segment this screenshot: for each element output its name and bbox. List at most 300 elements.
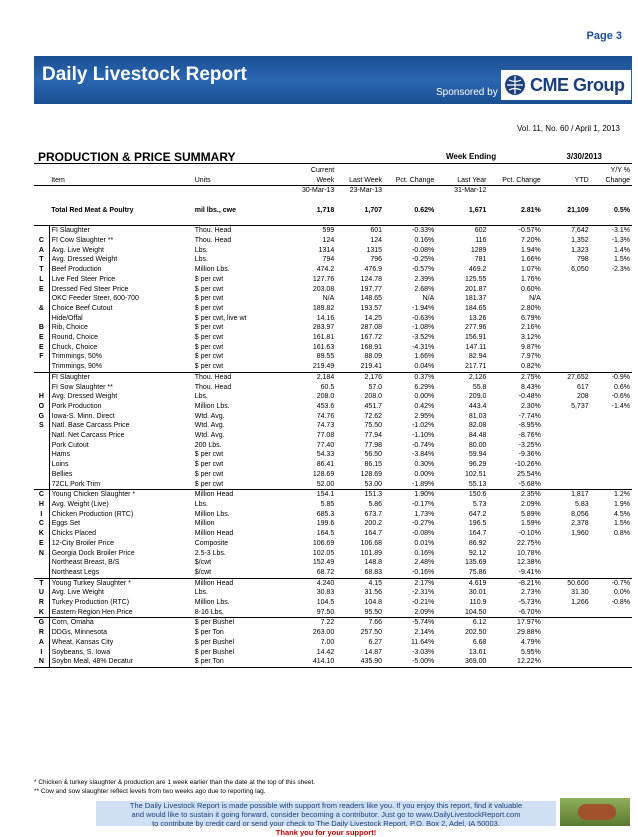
cell-cw: 208.0 <box>316 393 335 401</box>
table-row <box>34 510 632 520</box>
cell-pc: 2.68% <box>414 285 435 293</box>
cell-pc2: -3.25% <box>518 441 541 449</box>
cell-lw: 14.25 <box>364 314 383 322</box>
cell-lw: 193.57 <box>360 304 383 312</box>
cell-units: $ per cwt <box>194 353 224 361</box>
cell-units: $ per Bushel <box>193 618 276 628</box>
cell-item: Soybn Meal, 48% Decatur <box>49 657 193 667</box>
cell-cw: 263.00 <box>312 629 335 637</box>
cell-units: Million Lbs. <box>194 266 230 274</box>
cell-pc2: 5.95% <box>520 648 541 656</box>
cell-pc2: 0.60% <box>520 285 541 293</box>
cell-cw: 154.1 <box>275 490 336 500</box>
cell-ytd <box>543 294 591 304</box>
cell-yy <box>591 450 632 460</box>
category-letter: G <box>34 618 49 628</box>
cell-ytd <box>543 275 591 285</box>
cell-yy: -0.6% <box>611 393 630 401</box>
cell-pc2: 2.80% <box>520 304 541 312</box>
cell-pc2: -8.76% <box>518 432 541 440</box>
cell-pc: -0.08% <box>412 246 435 254</box>
cell-cw: 161.63 <box>312 343 335 351</box>
cell-ytd: 208 <box>576 393 589 401</box>
table-row <box>34 431 632 441</box>
cell-pc: 2.39% <box>414 275 435 283</box>
cell-ly: 647.2 <box>468 510 487 518</box>
category-letter <box>34 558 49 568</box>
cell-lw: 88.09 <box>364 353 383 361</box>
cell-pc: 2.48% <box>414 559 435 567</box>
cell-pc: -3.03% <box>412 648 435 656</box>
cell-units: $ per cwt <box>194 461 224 469</box>
cell-lw: 14.87 <box>364 648 383 656</box>
cell-lw: 68.83 <box>364 568 383 576</box>
cell-lw: 151.3 <box>336 490 384 500</box>
cell-item: Northeast Legs <box>49 568 193 578</box>
cell-yy <box>591 618 632 628</box>
category-letter: I <box>40 510 43 518</box>
cell-ytd <box>543 352 591 362</box>
cell-cw: 127.76 <box>312 275 335 283</box>
category-letter: H <box>38 393 44 401</box>
cell-pc2: 2.30% <box>520 402 541 410</box>
cattle-photo <box>560 798 630 826</box>
cell-yy <box>591 314 632 324</box>
cell-ly: 30.01 <box>468 589 487 597</box>
cell-pc2: 2.35% <box>488 490 542 500</box>
cell-ytd: 5.83 <box>575 501 589 508</box>
cell-pc: -0.17% <box>412 501 435 508</box>
cell-ly: 80.00 <box>468 441 487 449</box>
cell-yy: -0.9% <box>591 372 632 382</box>
cell-ytd <box>543 333 591 343</box>
cell-lw: 164.7 <box>364 530 383 538</box>
cell-cw: 685.3 <box>316 510 335 518</box>
cell-ytd <box>543 539 591 549</box>
cell-lw: 72.62 <box>364 412 383 420</box>
cell-lw: 57.0 <box>368 383 383 391</box>
cell-ytd <box>543 470 591 480</box>
cell-item: Round, Choice <box>49 333 193 343</box>
header-last-week: Last Week <box>349 176 383 184</box>
header-row-2 <box>34 176 632 186</box>
cell-lw: 197.77 <box>360 285 383 293</box>
cell-ly: 82.08 <box>468 422 487 430</box>
cell-ytd <box>543 549 591 559</box>
table-row <box>34 323 632 333</box>
table-row <box>34 275 632 285</box>
cell-pc: -0.57% <box>412 266 435 274</box>
cell-units: $ per cwt <box>194 304 224 312</box>
cell-item: Chicks Placed <box>49 529 193 539</box>
cell-ytd: 27,652 <box>543 372 591 382</box>
cell-ly: 1289 <box>470 246 487 254</box>
cell-pc2: 4.79% <box>520 638 541 646</box>
cell-cw: 97.50 <box>316 608 335 616</box>
cell-item: Georgia Dock Broiler Price <box>49 549 193 559</box>
cell-ly: 209.0 <box>468 393 487 401</box>
cell-lw: 53.00 <box>364 480 383 488</box>
cell-units: $ per cwt <box>194 334 224 342</box>
category-letter: S <box>39 422 44 430</box>
cell-item: Corn, Omaha <box>49 618 193 628</box>
table-row <box>34 333 632 343</box>
cell-pc: -5.00% <box>412 658 435 666</box>
cell-ytd <box>543 323 591 333</box>
cell-units: $ per cwt <box>194 480 224 488</box>
category-letter: O <box>38 402 45 410</box>
cell-ytd: 7,642 <box>543 226 591 236</box>
cell-ly: 164.7 <box>468 530 487 538</box>
cme-group-logo <box>501 70 631 100</box>
header-dates-row <box>34 186 632 196</box>
page-number: Page 3 <box>586 30 622 42</box>
cell-lw: 435.90 <box>360 658 383 666</box>
cell-ytd: 798 <box>576 256 589 264</box>
cell-pc: 0.37% <box>384 372 436 382</box>
cell-units: Thou. Head <box>193 226 276 236</box>
cell-units: Wtd. Avg. <box>194 412 225 420</box>
cell-pc: 1.66% <box>414 353 435 361</box>
date-last-year: 31-Mar-12 <box>436 186 488 196</box>
cell-units: $ per cwt <box>194 451 224 459</box>
cell-item: Pork Production <box>49 402 193 412</box>
footer-line: to contribute by credit card or send your check to The Daily Livestock Report, P.O. Box 2, Adel, IA 50003. <box>152 819 500 828</box>
cell-item: Hams <box>49 450 193 460</box>
table-row <box>34 549 632 559</box>
cell-units: $ per Bushel <box>194 638 235 646</box>
cell-yy <box>591 285 632 295</box>
cell-item: Northeast Breast, B/S <box>49 558 193 568</box>
cell-ly: 196.5 <box>468 520 487 528</box>
category-letter <box>34 372 49 382</box>
category-letter <box>34 314 49 324</box>
cell-pc: 0.16% <box>414 549 435 557</box>
header-current-1: Current <box>310 167 335 174</box>
cell-pc: 1.90% <box>384 490 436 500</box>
support-footer <box>96 801 556 837</box>
cell-ytd: 2,378 <box>571 520 589 528</box>
table-row <box>34 539 632 549</box>
cell-cw: 89.55 <box>316 353 335 361</box>
cell-units: 8-16 Lbs. <box>194 608 224 616</box>
cell-yy: -1.3% <box>611 237 630 245</box>
footnote: ** Cow and sow slaughter reflect levels from two weeks ago due to reporting lag. <box>34 788 266 795</box>
cell-ly: 2,126 <box>436 372 488 382</box>
cell-ly: 125.55 <box>465 275 487 283</box>
cell-pc2: -8.21% <box>488 578 542 588</box>
cell-units: $ per cwt <box>194 470 224 478</box>
cell-cw: 283.97 <box>312 324 335 332</box>
table-row <box>34 392 632 402</box>
category-letter <box>34 206 49 216</box>
cell-pc: -5.74% <box>384 618 436 628</box>
cell-ly: 13.61 <box>468 648 487 656</box>
category-letter: E <box>39 334 44 342</box>
cell-ly: 1,671 <box>468 207 487 215</box>
cell-cw: 77.40 <box>316 441 335 449</box>
cell-cw: 52.00 <box>316 480 335 488</box>
date-current: 30-Mar-13 <box>275 186 336 196</box>
week-ending-label: Week Ending <box>446 152 497 161</box>
cell-yy <box>591 362 632 372</box>
cell-units: $ per Ton <box>194 629 224 637</box>
cell-lw: 1315 <box>366 246 383 254</box>
cell-ytd: 617 <box>576 383 589 391</box>
cell-lw: 124.78 <box>360 275 383 283</box>
cell-lw: 148.65 <box>360 295 383 303</box>
sponsored-by-label: Sponsored by <box>436 87 498 98</box>
cell-item: Pork Cutout <box>49 441 193 451</box>
cell-ly: 75.86 <box>468 568 487 576</box>
cell-ly: 82.94 <box>468 353 487 361</box>
cell-item: FI Slaughter <box>49 372 193 382</box>
section-title: PRODUCTION & PRICE SUMMARY <box>38 150 236 164</box>
cell-units: $ per Bushel <box>194 648 235 656</box>
cell-item: Avg. Dressed Weight <box>49 392 193 402</box>
cell-pc2: 0.82% <box>520 363 541 371</box>
cell-lw: 167.72 <box>360 334 383 342</box>
cell-pc: -4.31% <box>412 343 435 351</box>
header-ytd: YTD <box>574 176 589 184</box>
header-pct-change-2: Pct. Change <box>502 176 541 184</box>
cell-ytd <box>543 431 591 441</box>
cell-pc: -3.52% <box>412 334 435 342</box>
category-letter <box>34 441 49 451</box>
cell-lw: 673.7 <box>364 510 383 518</box>
category-letter: E <box>39 285 44 293</box>
cell-ly: 110.9 <box>469 599 487 607</box>
cell-yy <box>591 539 632 549</box>
cell-cw: 189.82 <box>312 304 335 312</box>
cell-pc2: 5.89% <box>520 510 541 518</box>
cell-ytd: 6,050 <box>571 266 589 274</box>
cell-item: Young Chicken Slaughter * <box>49 490 193 500</box>
cell-yy: 0.6% <box>614 383 630 391</box>
cell-item: Turkey Production (RTC) <box>49 598 193 608</box>
cell-cw: 60.5 <box>320 383 335 391</box>
category-letter: K <box>38 530 44 538</box>
cell-yy <box>591 431 632 441</box>
cell-pc: -1.10% <box>412 432 435 440</box>
header-row-1 <box>34 166 632 176</box>
cell-pc: -0.27% <box>412 520 435 528</box>
cell-pc: 2.09% <box>414 608 435 616</box>
cell-pc: 11.64% <box>411 638 435 646</box>
cell-lw: 6.27 <box>368 638 383 646</box>
cell-item: Eastern Region Hen Price <box>49 608 193 618</box>
category-letter: A <box>38 638 44 646</box>
cell-ly: 55.8 <box>472 383 487 391</box>
cell-ly: 81.03 <box>468 412 487 420</box>
cell-cw: 219.49 <box>312 363 335 371</box>
cell-cw: 14.16 <box>316 314 335 322</box>
cell-ly: 4.619 <box>436 578 488 588</box>
cell-item: Avg. Dressed Weight <box>49 255 193 265</box>
table-row <box>34 529 632 539</box>
cell-item: 72CL Pork Trim <box>49 480 193 490</box>
cell-yy <box>591 480 632 490</box>
cell-lw: 1,707 <box>364 207 383 215</box>
table-row <box>34 480 632 490</box>
cell-yy: 1.4% <box>614 246 630 254</box>
cell-cw: 199.6 <box>316 520 335 528</box>
table-row <box>34 441 632 451</box>
cell-cw: 86.41 <box>316 461 335 469</box>
cell-ytd: 1,960 <box>571 530 589 538</box>
cow-icon <box>578 804 616 820</box>
cell-yy <box>591 628 632 638</box>
cell-pc2: -9.36% <box>518 451 541 459</box>
category-letter: R <box>38 629 44 637</box>
category-letter <box>34 362 49 372</box>
cell-cw: 5.85 <box>320 501 335 508</box>
cell-pc2: 2.09% <box>520 501 541 508</box>
table-row <box>34 294 632 304</box>
cell-units: Million Head <box>193 578 276 588</box>
cell-item: Trimmings, 90% <box>49 362 193 372</box>
cell-yy: -1.4% <box>611 402 630 410</box>
category-letter: R <box>38 599 44 607</box>
cell-pc2: -0.48% <box>518 393 541 401</box>
cell-pc: -1.89% <box>412 480 435 488</box>
cell-ytd <box>543 558 591 568</box>
cell-cw: 7.00 <box>320 638 335 646</box>
cell-yy: -0.8% <box>611 599 630 607</box>
footer-line: and would like to sustain it going forward, consider becoming a contributor. Just go to www.DailyLivestockReport.com <box>131 810 521 819</box>
cell-lw: 101.89 <box>360 549 383 557</box>
cell-pc2: 12.38% <box>517 559 541 567</box>
category-letter: E <box>39 539 44 547</box>
cell-lw: 77.94 <box>364 432 383 440</box>
cell-yy <box>591 343 632 353</box>
cell-pc2: 17.97% <box>488 618 542 628</box>
cell-units: $ per cwt <box>194 295 224 303</box>
cell-cw: 74.73 <box>316 422 335 430</box>
category-letter: G <box>38 412 45 420</box>
section-rule <box>34 163 632 164</box>
cell-lw: 257.50 <box>360 629 383 637</box>
category-letter <box>34 470 49 480</box>
table-row <box>34 558 632 568</box>
cell-pc2: -5.73% <box>518 599 541 607</box>
cell-pc2: 1.94% <box>520 246 541 254</box>
cell-ytd <box>543 304 591 314</box>
header-last-year: Last Year <box>457 176 487 184</box>
table-row <box>34 236 632 246</box>
cell-cw: 1314 <box>318 246 335 254</box>
cell-ly: 369.00 <box>465 658 487 666</box>
cell-pc: 2.95% <box>414 412 435 420</box>
table-row <box>34 490 632 500</box>
cell-cw: 128.69 <box>312 470 335 478</box>
table-row <box>34 470 632 480</box>
cell-pc: -0.33% <box>384 226 436 236</box>
summary-table <box>34 166 632 668</box>
cell-pc: -0.21% <box>412 599 435 607</box>
cell-item: FI Slaughter <box>49 226 193 236</box>
cell-yy <box>591 441 632 451</box>
cell-lw: 5.86 <box>368 501 383 508</box>
cell-cw: N/A <box>322 295 335 303</box>
cell-lw: 287.08 <box>360 324 383 332</box>
cell-lw: 451.7 <box>364 402 383 410</box>
table-row <box>34 460 632 470</box>
category-letter <box>34 568 49 578</box>
cell-pc: N/A <box>422 295 435 303</box>
cell-cw: 14.42 <box>316 648 335 656</box>
cell-ytd: 1,352 <box>571 237 589 245</box>
table-row <box>34 578 632 588</box>
cell-cw: 1,718 <box>316 207 335 215</box>
cell-lw: 476.9 <box>364 266 383 274</box>
sponsor-name: CME Group <box>530 74 625 95</box>
cell-pc: -0.63% <box>412 314 435 322</box>
cell-cw: 30.83 <box>316 589 335 597</box>
cell-pc: -0.25% <box>412 256 435 264</box>
header-units: Units <box>194 176 211 184</box>
cell-item: Total Red Meat & Poultry <box>51 207 134 215</box>
category-letter: C <box>38 237 44 245</box>
table-row <box>34 362 632 372</box>
cell-cw: 106.69 <box>312 539 335 547</box>
cell-ly: 102.51 <box>465 470 487 478</box>
cell-pc2: -7.74% <box>518 412 541 420</box>
table-row <box>34 568 632 578</box>
cell-pc2: -5.68% <box>518 480 541 488</box>
category-letter <box>34 294 49 304</box>
table-row <box>34 638 632 648</box>
category-letter <box>34 431 49 441</box>
cell-item: 12-City Broiler Price <box>49 539 193 549</box>
cell-pc: 0.62% <box>414 207 435 215</box>
cell-item: Natl. Base Carcass Price <box>49 421 193 431</box>
table-row <box>34 421 632 431</box>
cell-ly: 5.73 <box>472 501 487 508</box>
cell-pc2: 6.79% <box>520 314 541 322</box>
cell-ytd: 8,056 <box>571 510 589 518</box>
table-row <box>34 608 632 618</box>
cell-item: Avg. Live Weight <box>49 588 193 598</box>
cell-pc: -0.16% <box>412 568 435 576</box>
cell-ly: 181.37 <box>465 295 487 303</box>
cell-ly: 150.6 <box>436 490 488 500</box>
category-letter: T <box>39 266 44 274</box>
cell-yy <box>591 470 632 480</box>
table-row <box>34 618 632 628</box>
cell-pc2: -10.26% <box>514 461 541 469</box>
cell-units: Million Lbs. <box>194 599 230 607</box>
cell-item: Loins <box>49 460 193 470</box>
cell-ly: 147.11 <box>465 343 487 351</box>
cell-yy <box>591 460 632 470</box>
cell-yy <box>591 558 632 568</box>
cell-ytd <box>543 421 591 431</box>
cell-lw: 31.56 <box>364 589 383 597</box>
cell-cw: 599 <box>275 226 336 236</box>
cell-cw: 474.2 <box>316 266 335 274</box>
cell-ytd <box>543 343 591 353</box>
cell-units: $/cwt <box>194 568 212 576</box>
category-letter: & <box>38 304 44 312</box>
cell-pc2: 25.54% <box>517 470 541 478</box>
table-row <box>34 343 632 353</box>
cell-ytd <box>543 441 591 451</box>
cell-ytd <box>543 450 591 460</box>
header-pct-change: Pct. Change <box>395 176 435 184</box>
cell-ytd: 5,737 <box>571 402 589 410</box>
cell-ly: 781 <box>474 256 487 264</box>
